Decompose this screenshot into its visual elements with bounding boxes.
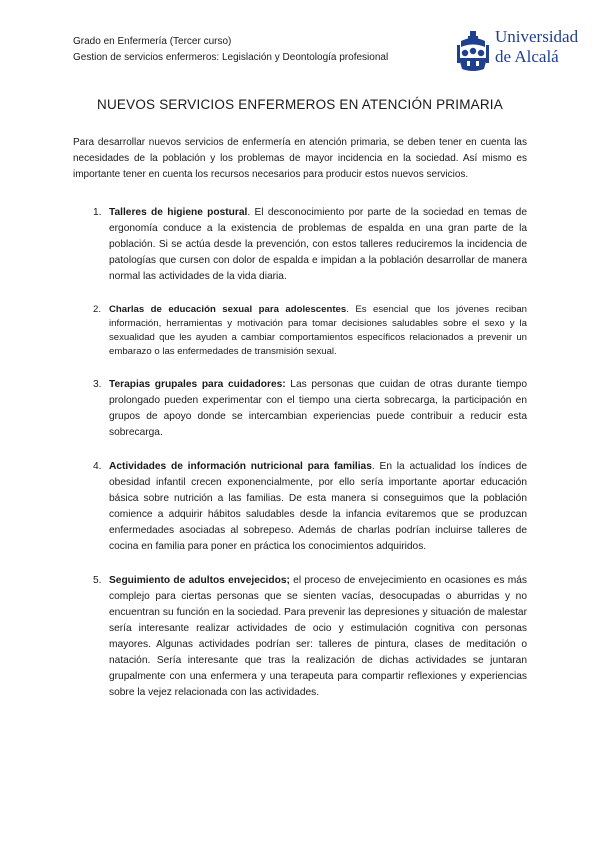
list-item	[93, 459, 527, 555]
university-name	[495, 27, 578, 67]
subject-line: Gestion de servicios enfermeros: Legislación y Deontología profesional	[73, 52, 389, 63]
services-list	[93, 205, 527, 719]
list-item-number: 3.	[93, 379, 102, 390]
list-item-heading: Terapias grupales para cuidadores:	[109, 379, 286, 390]
list-item-number: 4.	[93, 461, 102, 472]
page-header	[73, 34, 388, 66]
list-item-heading: Actividades de información nutricional para familias	[109, 461, 372, 472]
intro-paragraph: Para desarrollar nuevos servicios de enfermería en atención primaria, se deben tener en cuenta las necesidades de la población y los problemas de mayor incidencia en la sociedad. Así mismo es importante tener en cuenta los recursos necesarios para producir estos nuevos servicios.	[73, 137, 527, 180]
list-item	[93, 377, 527, 441]
list-item-number: 5.	[93, 575, 102, 586]
course-line: Grado en Enfermería (Tercer curso)	[73, 36, 232, 47]
list-item	[93, 303, 527, 359]
list-item-heading: Charlas de educación sexual para adolescentes	[109, 304, 347, 315]
document-title: NUEVOS SERVICIOS ENFERMEROS EN ATENCIÓN PRIMARIA	[97, 97, 503, 112]
university-crest-icon	[455, 29, 491, 73]
list-item	[93, 205, 527, 285]
university-name-line1: Universidad	[495, 27, 579, 46]
list-item-text: . Es esencial que los jóvenes reciban información, herramientas y motivación para tomar decisiones saludables sobre el sexo y la sexualidad que les ayuden a cambiar comportamientos específicos relacionados a prevenir un embarazo o las enfermedades de transmisión sexual.	[109, 304, 527, 357]
list-item-text: Las personas que cuidan de otras durante tiempo prolongado pueden experimentar con el tiempo una cierta sobrecarga, la participación en grupos de apoyo donde se intercambian experiencias puede contribuir a reducir esta sobrecarga.	[109, 379, 527, 438]
list-item-heading: Talleres de higiene postural	[109, 207, 248, 218]
university-logo	[455, 27, 585, 75]
list-item-heading: Seguimiento de adultos envejecidos;	[109, 575, 290, 586]
list-item-text: . En la actualidad los índices de obesidad infantil crecen exponencialmente, por ello sería importante aportar educación básica sobre nutrición a las familias. De esta manera si conseguimos que la población comience a adquirir hábitos saludables desde la infancia evitaremos que se produzcan enfermedades asociadas al sobrepeso. Además de charlas podrían incluirse talleres de cocina en familia para poner en práctica los conocimientos adquiridos.	[109, 461, 527, 552]
university-name-line2: de Alcalá	[495, 47, 559, 66]
list-item-number: 1.	[93, 207, 102, 218]
list-item-number: 2.	[93, 304, 102, 315]
list-item-text: el proceso de envejecimiento en ocasiones es más complejo para ciertas personas que se sienten vacías, desocupadas o aburridas y no encuentran su función en la sociedad. Para prevenir las depresiones y situación de malestar sería interesante realizar actividades de ocio y estimulación cognitiva con personas mayores. Algunas actividades podrían ser: talleres de pintura, clases de meditación o natación. Sería interesante que tras la realización de dichas actividades se juntaran grupalmente con una enfermera y una terapeuta para compartir reflexiones y experiencias sobre la vejez relacionada con las actividades.	[109, 575, 527, 698]
list-item	[93, 573, 527, 701]
list-item-text: . El desconocimiento por parte de la sociedad en temas de ergonomía conduce a la existencia de problemas de espalda en una gran parte de la población. Si se actúa desde la prevención, con estos talleres reduciremos la incidencia de patologías que cursen con dolor de espalda e impidan a la población desarrollar de manera normal las actividades de la vida diaria.	[109, 207, 528, 282]
